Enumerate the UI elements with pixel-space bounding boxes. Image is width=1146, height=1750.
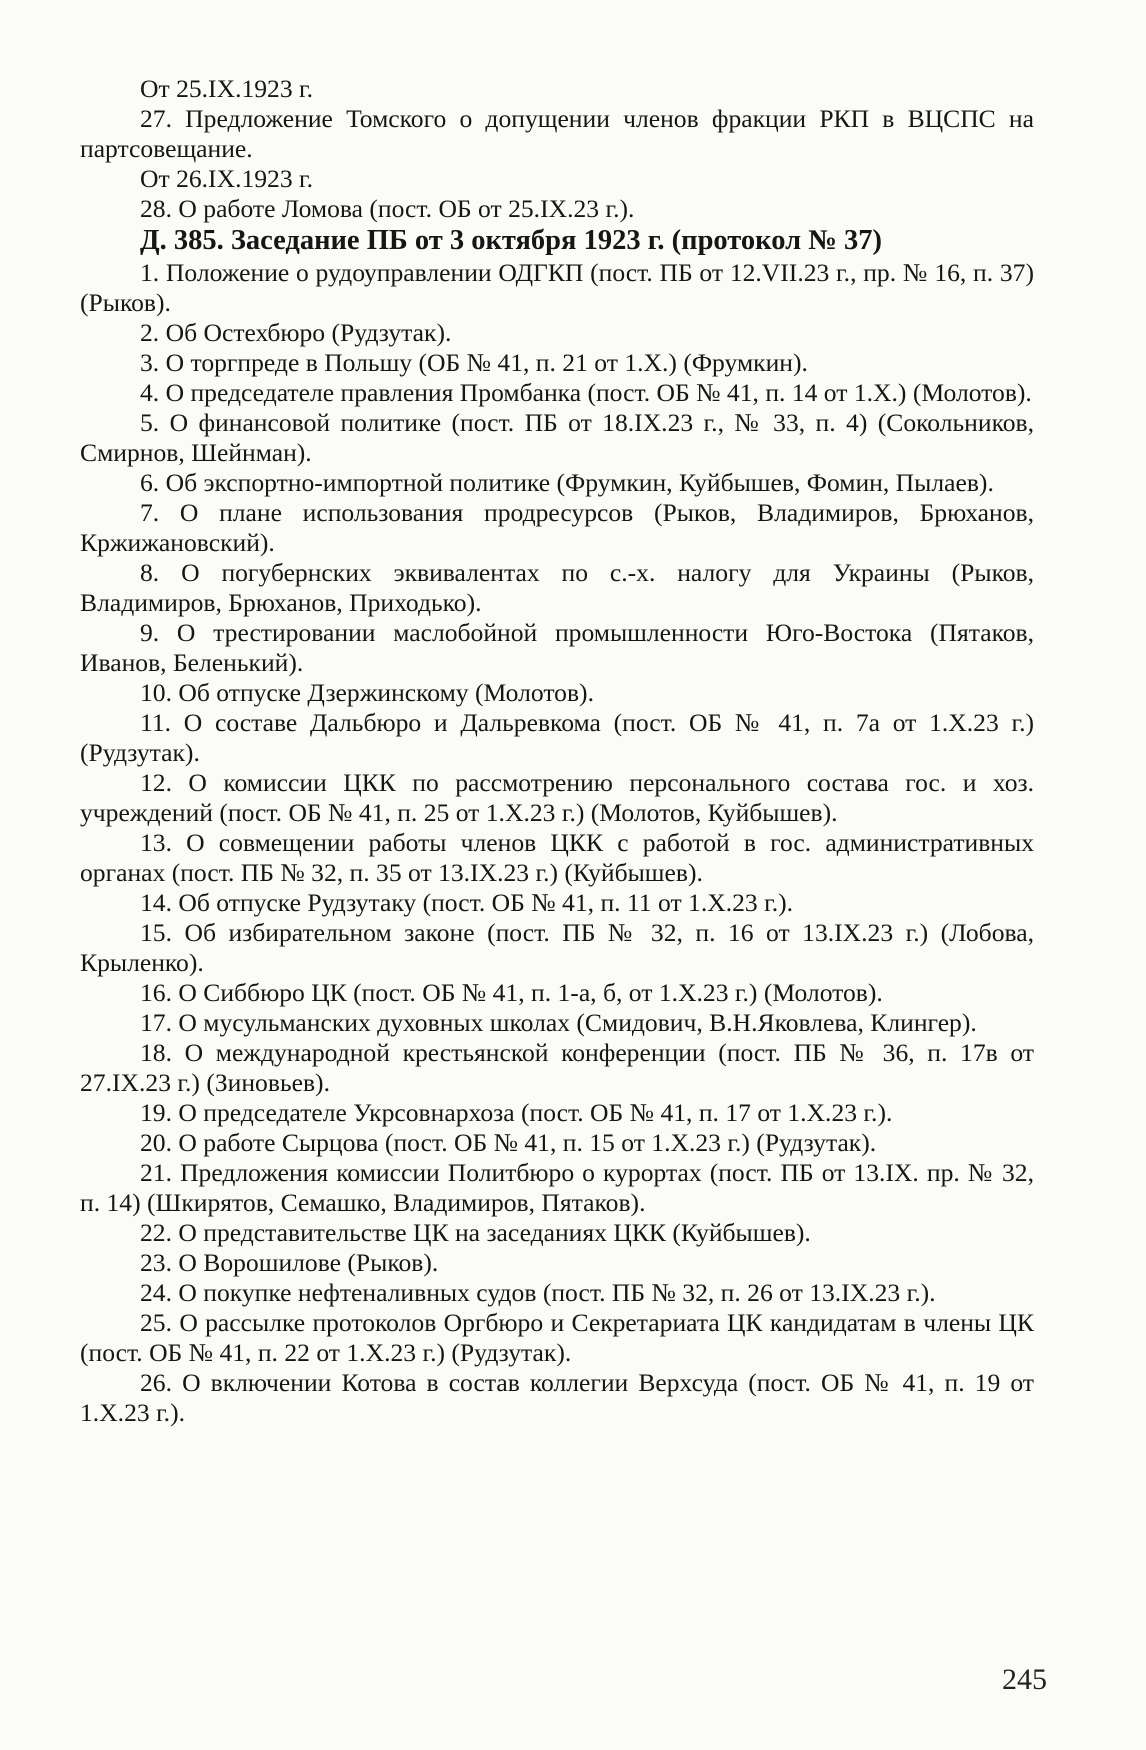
agenda-list — [80, 258, 1034, 1428]
date-line: От 26.IX.1923 г. — [140, 164, 314, 193]
list-item: 24. О покупке нефтеналивных судов (пост. ПБ № 32, п. 26 от 13.IX.23 г.). — [140, 1278, 936, 1307]
list-item: 4. О председателе правления Промбанка (пост. ОБ № 41, п. 14 от 1.X.) (Молотов). — [140, 378, 1032, 407]
list-item: 20. О работе Сырцова (пост. ОБ № 41, п. 15 от 1.X.23 г.) (Рудзутак). — [140, 1128, 877, 1157]
list-item: 21. Предложения комиссии Политбюро о курортах (пост. ПБ от 13.IX. пр. № 32, п. 14) (Шкирятов, Семашко, Владимиров, Пятаков). — [80, 1158, 1034, 1217]
list-item: 9. О трестировании маслобойной промышленности Юго-Востока (Пятаков, Иванов, Беленький). — [80, 618, 1034, 677]
date-line: От 25.IX.1923 г. — [140, 74, 314, 103]
list-item: 22. О представительстве ЦК на заседаниях ЦКК (Куйбышев). — [140, 1218, 811, 1247]
list-item: 11. О составе Дальбюро и Дальревкома (пост. ОБ № 41, п. 7а от 1.X.23 г.) (Рудзутак). — [80, 708, 1034, 767]
list-item: 3. О торгпреде в Польшу (ОБ № 41, п. 21 от 1.X.) (Фрумкин). — [140, 348, 808, 377]
list-item: 19. О председателе Укрсовнархоза (пост. ОБ № 41, п. 17 от 1.X.23 г.). — [140, 1098, 893, 1127]
list-item: 1. Положение о рудоуправлении ОДГКП (пост. ПБ от 12.VII.23 г., пр. № 16, п. 37) (Рыков). — [80, 258, 1034, 317]
list-item: 28. О работе Ломова (пост. ОБ от 25.IX.23 г.). — [140, 194, 635, 223]
list-item: 23. О Ворошилове (Рыков). — [140, 1248, 439, 1277]
list-item: 25. О рассылке протоколов Оргбюро и Секретариата ЦК кандидатам в члены ЦК (пост. ОБ № 41, п. 22 от 1.X.23 г.) (Рудзутак). — [80, 1308, 1034, 1367]
list-item: 18. О международной крестьянской конференции (пост. ПБ № 36, п. 17в от 27.IX.23 г.) (Зиновьев). — [80, 1038, 1034, 1097]
list-item: 27. Предложение Томского о допущении членов фракции РКП в ВЦСПС на партсовещание. — [80, 104, 1034, 163]
page-number: 245 — [1002, 1663, 1047, 1696]
list-item: 5. О финансовой политике (пост. ПБ от 18.IX.23 г., № 33, п. 4) (Сокольников, Смирнов, Шейнман). — [80, 408, 1034, 467]
list-item: 15. Об избирательном законе (пост. ПБ № 32, п. 16 от 13.IX.23 г.) (Лобова, Крыленко). — [80, 918, 1034, 977]
list-item: 8. О погубернских эквивалентах по с.-х. налогу для Украины (Рыков, Владимиров, Брюханов, Приходько). — [80, 558, 1034, 617]
list-item: 7. О плане использования продресурсов (Рыков, Владимиров, Брюханов, Кржижановский). — [80, 498, 1034, 557]
list-item: 2. Об Остехбюро (Рудзутак). — [140, 318, 452, 347]
list-item: 16. О Сиббюро ЦК (пост. ОБ № 41, п. 1-а, б, от 1.X.23 г.) (Молотов). — [140, 978, 883, 1007]
list-item: 13. О совмещении работы членов ЦКК с работой в гос. административных органах (пост. ПБ № 32, п. 35 от 13.IX.23 г.) (Куйбышев). — [80, 828, 1034, 887]
document-body — [80, 74, 1034, 1428]
list-item: 6. Об экспортно-импортной политике (Фрумкин, Куйбышев, Фомин, Пылаев). — [140, 468, 994, 497]
section-title: Д. 385. Заседание ПБ от 3 октября 1923 г. (протокол № 37) — [140, 225, 882, 256]
list-item: 14. Об отпуске Рудзутаку (пост. ОБ № 41, п. 11 от 1.X.23 г.). — [140, 888, 794, 917]
previous-entries — [80, 74, 1034, 224]
list-item: 12. О комиссии ЦКК по рассмотрению персонального состава гос. и хоз. учреждений (пост. ОБ № 41, п. 25 от 1.X.23 г.) (Молотов, Куйбышев). — [80, 768, 1034, 827]
list-item: 17. О мусульманских духовных школах (Смидович, В.Н.Яковлева, Клингер). — [140, 1008, 977, 1037]
list-item: 26. О включении Котова в состав коллегии Верхсуда (пост. ОБ № 41, п. 19 от 1.X.23 г.). — [80, 1368, 1034, 1427]
list-item: 10. Об отпуске Дзержинскому (Молотов). — [140, 678, 594, 707]
